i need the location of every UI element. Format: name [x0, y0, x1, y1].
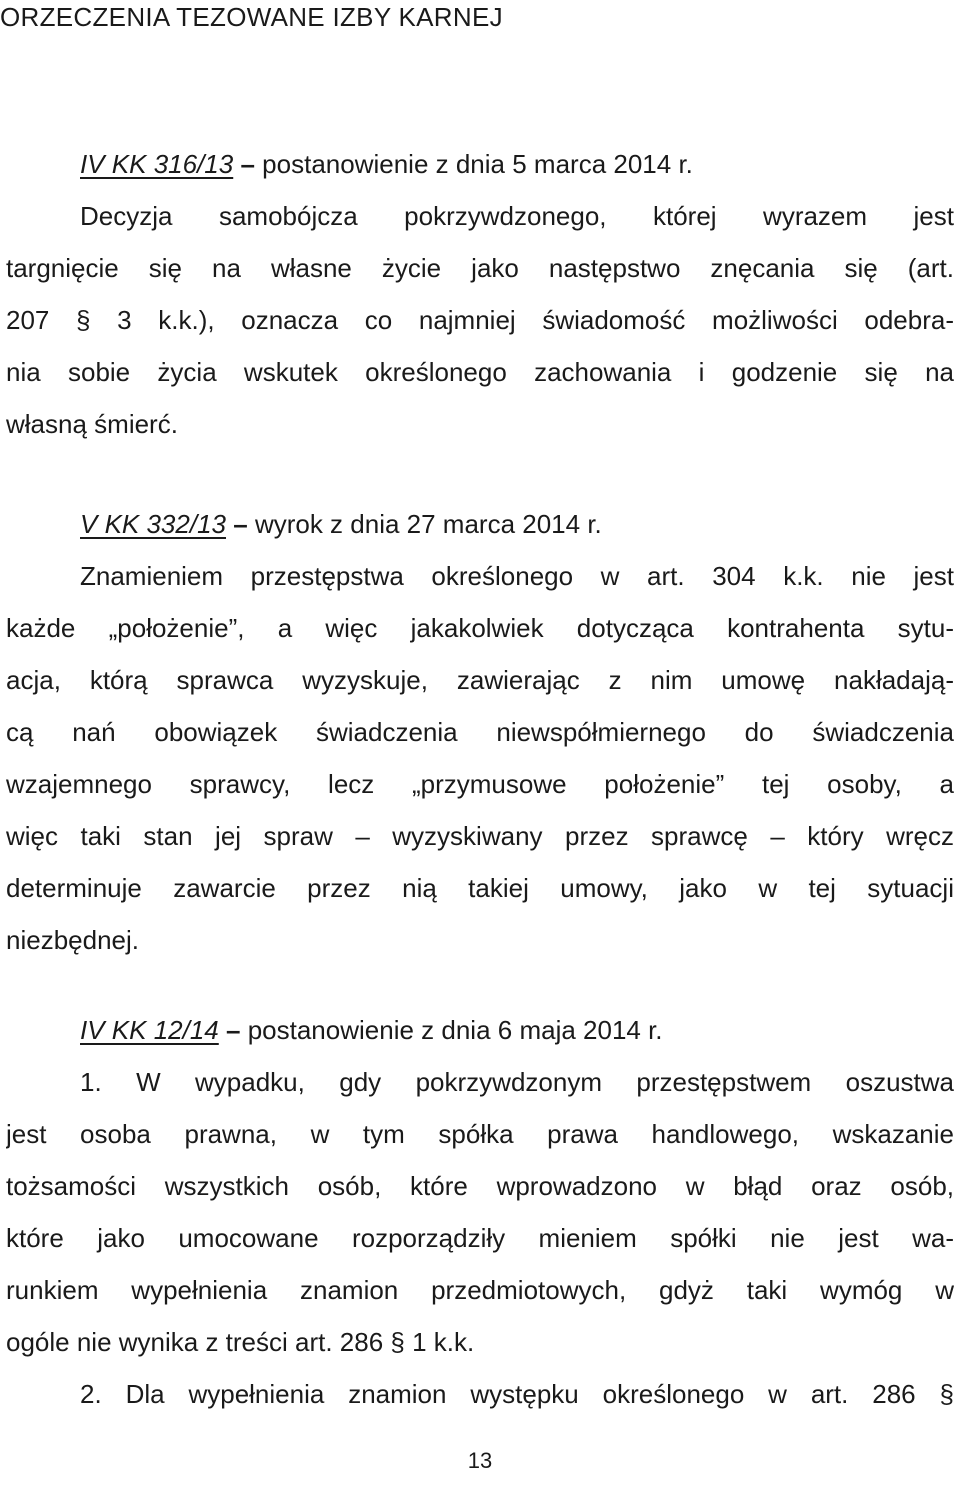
thesis-line: więc taki stan jej spraw – wyzyskiwany przez sprawcę – który wręcz [6, 821, 954, 851]
thesis-line: determinuje zawarcie przez nią takiej umowy, jako w tej sytuacji [6, 873, 954, 903]
thesis-line: które jako umocowane rozporządziły mieniem spółki nie jest wa- [6, 1223, 954, 1253]
ruling-type-date: wyrok z dnia 27 marca 2014 r. [254, 509, 602, 539]
ruling-type-date: postanowienie z dnia 5 marca 2014 r. [262, 149, 693, 179]
thesis-line: runkiem wypełnienia znamion przedmiotowych, gdyż taki wymóg w [6, 1275, 954, 1305]
ruling-entry [6, 1004, 954, 1420]
case-signature: IV KK 12/14 [80, 1015, 219, 1045]
ruling-heading [6, 498, 954, 550]
thesis-line: 207 § 3 k.k.), oznacza co najmniej świadomość możliwości odebra- [6, 305, 954, 335]
thesis-line: Znamieniem przestępstwa określonego w art. 304 k.k. nie jest [80, 561, 954, 591]
thesis-line: acja, którą sprawca wyzyskuje, zawierając z nim umowę nakładają- [6, 665, 954, 695]
thesis-line: targnięcie się na własne życie jako następstwo znęcania się (art. [6, 253, 954, 283]
heading-dash: – [226, 1015, 241, 1045]
ruling-type-date: postanowienie z dnia 6 maja 2014 r. [247, 1015, 663, 1045]
thesis-line: niezbędnej. [6, 925, 139, 955]
ruling-entry [6, 498, 954, 966]
thesis-line: wzajemnego sprawcy, lecz „przymusowe położenie” tej osoby, a [6, 769, 954, 799]
thesis-line: własną śmierć. [6, 409, 178, 439]
case-signature: IV KK 316/13 [80, 149, 234, 179]
thesis-line: Decyzja samobójcza pokrzywdzonego, której wyrazem jest [80, 201, 954, 231]
ruling-entry [6, 138, 954, 450]
thesis-line: ogóle nie wynika z treści art. 286 § 1 k.k. [6, 1327, 475, 1357]
thesis-line: 1. W wypadku, gdy pokrzywdzonym przestępstwem oszustwa [80, 1067, 954, 1097]
thesis-line: cą nań obowiązek świadczenia niewspółmiernego do świadczenia [6, 717, 954, 747]
thesis-line: nia sobie życia wskutek określonego zachowania i godzenie się na [6, 357, 954, 387]
thesis-line: 2. Dla wypełnienia znamion występku określonego w art. 286 § [80, 1379, 954, 1409]
heading-dash: – [240, 149, 255, 179]
page-number: 13 [467, 1448, 493, 1473]
page-title: ORZECZENIA TEZOWANE IZBY KARNEJ [0, 2, 503, 32]
ruling-heading [6, 138, 954, 190]
case-signature: V KK 332/13 [80, 509, 226, 539]
ruling-heading [6, 1004, 954, 1056]
thesis-line: jest osoba prawna, w tym spółka prawa handlowego, wskazanie [6, 1119, 954, 1149]
heading-dash: – [233, 509, 248, 539]
thesis-line: każde „położenie”, a więc jakakolwiek dotycząca kontrahenta sytu- [6, 613, 954, 643]
thesis-line: tożsamości wszystkich osób, które wprowadzono w błąd oraz osób, [6, 1171, 954, 1201]
